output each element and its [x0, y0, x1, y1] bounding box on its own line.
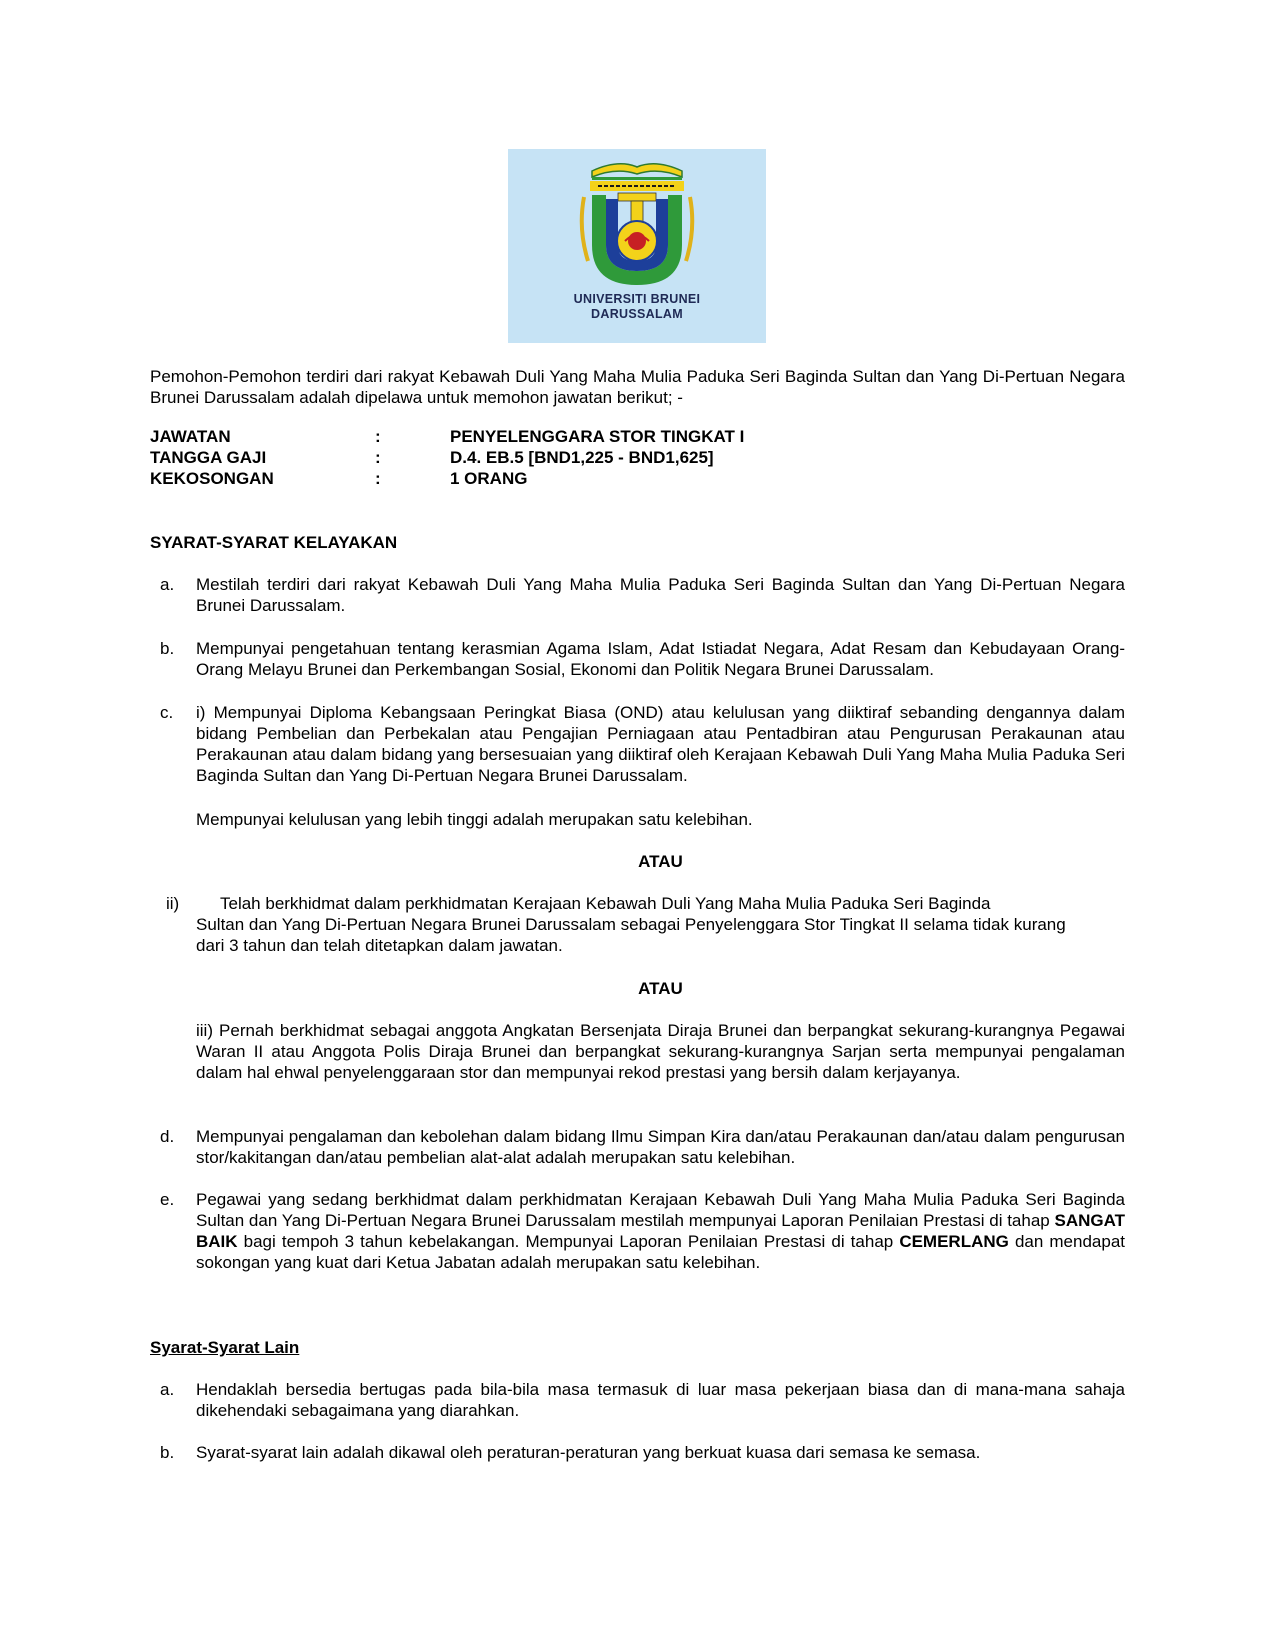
- info-label: KEKOSONGAN: [150, 469, 274, 488]
- lain-item-b: [150, 1442, 1125, 1463]
- info-label: TANGGA GAJI: [150, 448, 267, 467]
- list-marker: d.: [160, 1127, 175, 1146]
- list-marker-ii: ii): [166, 894, 180, 913]
- info-colon: :: [375, 469, 381, 488]
- kelayakan-c-note: Mempunyai kelulusan yang lebih tinggi adalah merupakan satu kelebihan.: [196, 810, 753, 829]
- atau-separator-2: ATAU: [638, 979, 683, 998]
- kelayakan-item-b: [150, 638, 1125, 680]
- intro-paragraph: Pemohon-Pemohon terdiri dari rakyat Kebawah Duli Yang Maha Mulia Paduka Seri Baginda Sultan dan Yang Di-Pertuan Negara Brunei Darussalam adalah dipelawa untuk memohon jawatan berikut; -: [150, 367, 1125, 407]
- list-item-text: Hendaklah bersedia bertugas pada bila-bila masa termasuk di luar masa pekerjaan biasa dan di mana-mana sahaja dikehendaki sebagaimana yang diarahkan.: [196, 1380, 1125, 1420]
- kelayakan-heading: SYARAT-SYARAT KELAYAKAN: [150, 533, 398, 552]
- info-value: PENYELENGGARA STOR TINGKAT I: [450, 427, 745, 446]
- info-row-kekosongan: [150, 468, 1125, 489]
- text-part: Pegawai yang sedang berkhidmat dalam perkhidmatan Kerajaan Kebawah Duli Yang Maha Mulia Paduka Seri Baginda Sultan dan Yang Di-Pertuan Negara Brunei Darussalam mestilah mempunyai Laporan Penilaian Prestasi di tahap: [196, 1190, 1125, 1230]
- text-part: bagi tempoh 3 tahun kebelakangan. Mempunyai Laporan Penilaian Prestasi di tahap: [237, 1232, 900, 1251]
- info-label: JAWATAN: [150, 427, 231, 446]
- kelayakan-item-e: [150, 1189, 1125, 1273]
- list-item-text: [196, 1189, 1125, 1273]
- emphasis-cemerlang: CEMERLANG: [899, 1232, 1009, 1251]
- info-colon: :: [375, 448, 381, 467]
- emphasis-sangat-baik: SANGAT BAIK: [196, 1211, 1125, 1251]
- list-item-text: Syarat-syarat lain adalah dikawal oleh peraturan-peraturan yang berkuat kuasa dari semasa ke semasa.: [196, 1443, 981, 1462]
- kelayakan-c-ii-first-line: Telah berkhidmat dalam perkhidmatan Kerajaan Kebawah Duli Yang Maha Mulia Paduka Seri Baginda: [220, 894, 991, 913]
- info-row-jawatan: [150, 426, 1125, 447]
- list-marker: a.: [160, 1380, 175, 1399]
- list-marker: b.: [160, 639, 175, 658]
- logo-text-line2: DARUSSALAM: [591, 307, 683, 321]
- list-item-text: i) Mempunyai Diploma Kebangsaan Peringkat Biasa (OND) atau kelulusan yang diiktiraf sebanding dengannya dalam bidang Pembelian dan Perbekalan atau Pengajian Perniagaan atau Pentadbiran atau Pengurusan Perakaunan atau Perakaunan atau dalam bidang yang bersesuaian yang diiktiraf oleh Kerajaan Kebawah Duli Yang Maha Mulia Paduka Seri Baginda Sultan dan Yang Di-Pertuan Negara Brunei Darussalam.: [196, 703, 1125, 785]
- list-item-text: Mestilah terdiri dari rakyat Kebawah Duli Yang Maha Mulia Paduka Seri Baginda Sultan dan Yang Di-Pertuan Negara Brunei Darussalam.: [196, 575, 1125, 615]
- list-item-text: Mempunyai pengetahuan tentang kerasmian Agama Islam, Adat Istiadat Negara, Adat Resam dan Kebudayaan Orang-Orang Melayu Brunei dan Perkembangan Sosial, Ekonomi dan Politik Negara Brunei Darussalam.: [196, 639, 1125, 679]
- text-part: dan mendapat sokongan yang kuat dari Ketua Jabatan adalah merupakan satu kelebihan.: [196, 1232, 1126, 1272]
- list-marker: c.: [160, 703, 174, 722]
- kelayakan-c-ii-rest: Sultan dan Yang Di-Pertuan Negara Brunei Darussalam sebagai Penyelenggara Stor Tingkat II selama tidak kurang dari 3 tahun dan telah ditetapkan dalam jawatan.: [196, 915, 1066, 955]
- kelayakan-item-d: [150, 1126, 1125, 1168]
- logo-text-line1: UNIVERSITI BRUNEI: [573, 292, 701, 306]
- info-value: D.4. EB.5 [BND1,225 - BND1,625]: [450, 448, 714, 467]
- university-logo: [508, 149, 766, 343]
- kelayakan-item-a: [150, 574, 1125, 616]
- kelayakan-c-iii: iii) Pernah berkhidmat sebagai anggota Angkatan Bersenjata Diraja Brunei dan berpangkat sekurang-kurangnya Pegawai Waran II atau Anggota Polis Diraja Brunei dan berpangkat sekurang-kurangnya Sarjan serta mempunyai pengalaman dalam hal ehwal penyelenggaraan stor dan mempunyai rekod prestasi yang bersih dalam kerjayanya.: [196, 1021, 1125, 1082]
- list-marker: b.: [160, 1443, 175, 1462]
- info-value: 1 ORANG: [450, 469, 528, 488]
- info-colon: :: [375, 427, 381, 446]
- atau-separator-1: ATAU: [638, 852, 683, 871]
- kelayakan-item-c: [150, 702, 1125, 786]
- list-marker: e.: [160, 1190, 175, 1209]
- list-item-text: Mempunyai pengalaman dan kebolehan dalam bidang Ilmu Simpan Kira dan/atau Perakaunan dan/atau dalam pengurusan stor/kakitangan dan/atau pembelian alat-alat adalah merupakan satu kelebihan.: [196, 1127, 1125, 1167]
- list-marker: a.: [160, 575, 175, 594]
- info-row-tangga-gaji: [150, 447, 1125, 468]
- lain-heading: Syarat-Syarat Lain: [150, 1338, 300, 1357]
- lain-item-a: [150, 1379, 1125, 1421]
